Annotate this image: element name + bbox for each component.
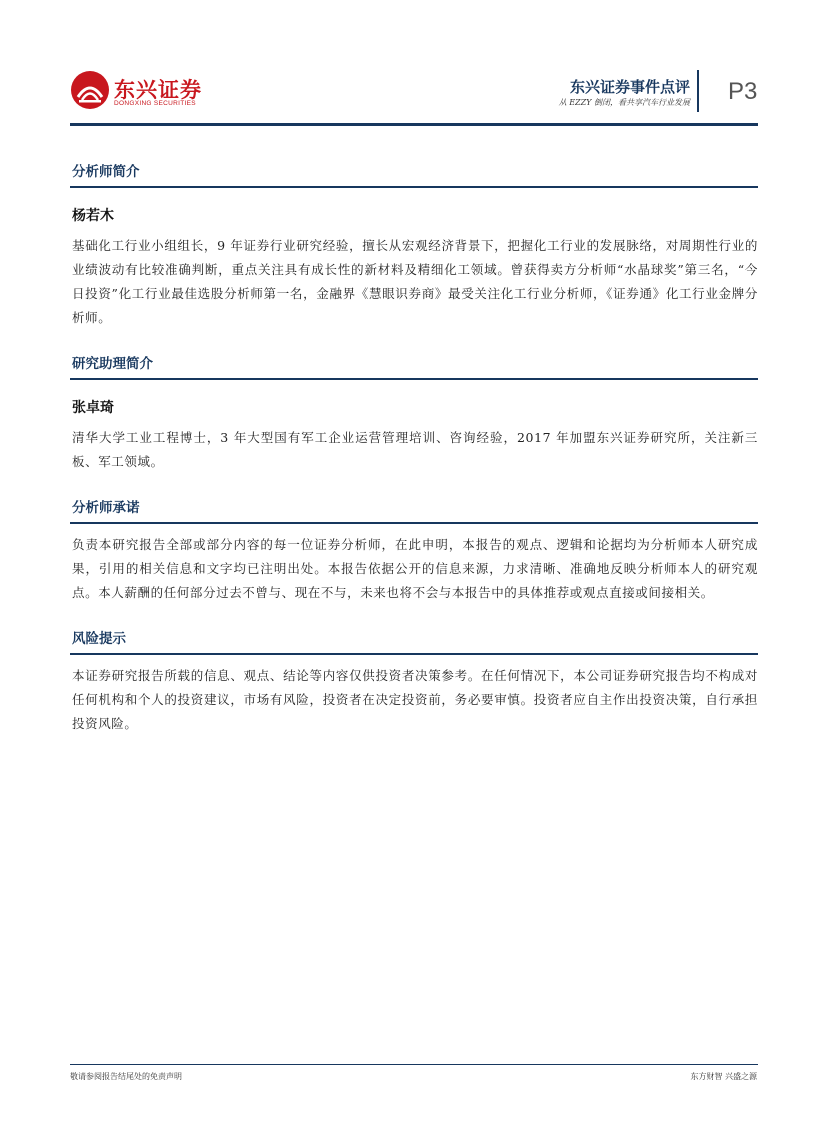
header-rule	[70, 123, 758, 126]
section-heading: 分析师简介	[70, 160, 758, 188]
footer-slogan: 东方财智 兴盛之源	[690, 1072, 757, 1081]
page-number: P3	[728, 78, 758, 105]
logo-english-name: DONGXING SECURITIES	[114, 100, 196, 107]
header-divider	[697, 70, 699, 112]
report-type-title: 东兴证券事件点评	[569, 78, 690, 96]
footer-disclaimer-note: 敬请参阅报告结尾处的免责声明	[70, 1072, 182, 1081]
section-risk-warning	[70, 627, 758, 736]
assistant-name: 张卓琦	[72, 400, 114, 416]
analyst-name: 杨若木	[72, 208, 114, 224]
section-analyst-intro	[70, 160, 758, 330]
footer-rule	[70, 1064, 758, 1065]
risk-text: 本证券研究报告所载的信息、观点、结论等内容仅供投资者决策参考。在任何情况下，本公司证券研究报告均不构成对任何机构和个人的投资建议，市场有风险，投资者在决定投资前，务必要审慎。投资者应自主作出投资决策，自行承担投资风险。	[72, 668, 758, 731]
assistant-bio: 清华大学工业工程博士，3 年大型国有军工企业运营管理培训、咨询经验，2017 年加盟东兴证券研究所，关注新三板、军工领域。	[72, 430, 758, 469]
section-heading: 研究助理简介	[70, 352, 758, 380]
analyst-bio: 基础化工行业小组组长，9 年证券行业研究经验，擅长从宏观经济背景下，把握化工行业的发展脉络，对周期性行业的业绩波动有比较准确判断，重点关注具有成长性的新材料及精细化工领域。曾获得卖方分析师“水晶球奖”第三名，“今日投资”化工行业最佳选股分析师第一名，金融界《慧眼识券商》最受关注化工行业分析师，《证券通》化工行业金牌分析师。	[72, 238, 758, 325]
section-assistant-intro	[70, 352, 758, 474]
section-heading: 分析师承诺	[70, 496, 758, 524]
dongxing-logo-icon	[70, 70, 110, 110]
company-logo	[70, 68, 210, 116]
commitment-text: 负责本研究报告全部或部分内容的每一位证券分析师，在此申明，本报告的观点、逻辑和论据均为分析师本人研究成果，引用的相关信息和文字均已注明出处。本报告依据公开的信息来源，力求清晰、准确地反映分析师本人的研究观点。本人薪酬的任何部分过去不曾与、现在不与，未来也将不会与本报告中的具体推荐或观点直接或间接相关。	[72, 537, 758, 600]
logo-chinese-name: 东兴证券	[114, 78, 202, 102]
section-analyst-commitment	[70, 496, 758, 605]
page-header	[0, 0, 827, 130]
section-heading: 风险提示	[70, 627, 758, 655]
report-subtitle: 从 EZZY 倒闭，看共享汽车行业发展	[558, 98, 690, 107]
document-body	[70, 160, 758, 758]
